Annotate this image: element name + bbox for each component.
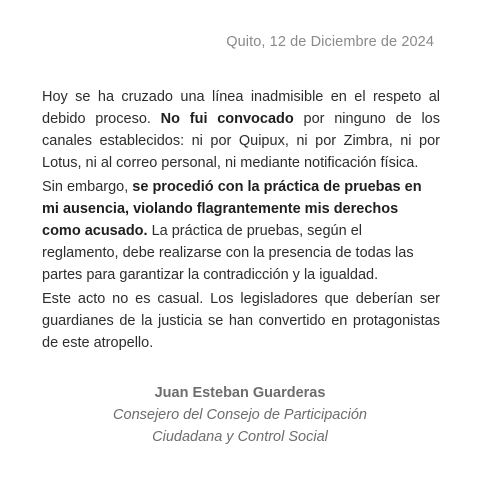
paragraph-2 [42, 176, 440, 286]
paragraph-1-text-start: Hoy se ha cruzado una línea inadmisible en el respeto al debido proceso. [42, 89, 440, 127]
signature-name: Juan Esteban Guarderas [154, 385, 326, 401]
document-date: Quito, 12 de Diciembre de 2024 [226, 34, 434, 50]
paragraph-3-text: Este acto no es casual. Los legisladores que deberían ser guardianes de la justicia se han convertido en protagonistas de este atropello. [42, 291, 440, 351]
paragraph-3 [42, 288, 440, 354]
paragraph-2-text-end: La práctica de pruebas, según el reglamento, debe realizarse con la presencia de todas las partes para garantizar la contradicción y la igualdad. [42, 223, 414, 283]
paragraph-2-emphasis: se procedió con la práctica de pruebas en mi ausencia, violando flagrantemente mis derechos como acusado. [42, 179, 422, 239]
paragraph-1-text-end: por ninguno de los canales establecidos: ni por Quipux, ni por Zimbra, ni por Lotus, ni al correo personal, ni mediante notificación física. [42, 111, 440, 171]
signature-block [0, 382, 480, 448]
signature-role-line-1: Consejero del Consejo de Participación [113, 407, 367, 423]
paragraph-2-text-start: Sin embargo, [42, 179, 133, 195]
paragraph-1-emphasis: No fui convocado [160, 111, 294, 127]
signature-role-line-2: Ciudadana y Control Social [152, 429, 328, 445]
paragraph-1 [42, 86, 440, 174]
